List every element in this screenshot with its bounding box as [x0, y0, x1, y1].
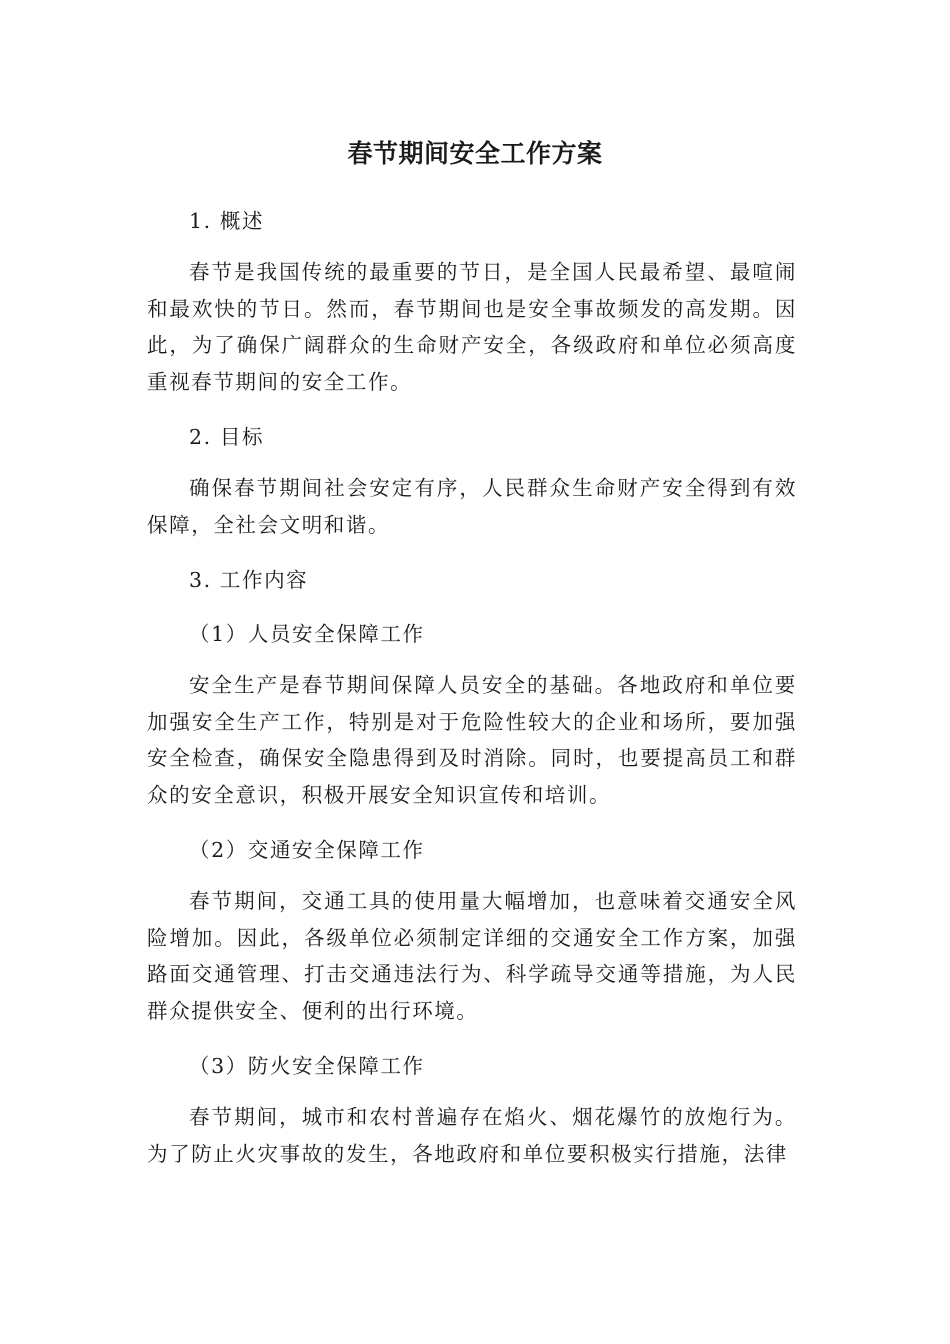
- subsection-heading-personnel: （1）人员安全保障工作: [189, 622, 425, 646]
- subsection-heading-fire: （3）防火安全保障工作: [189, 1054, 425, 1078]
- section-heading-overview: 1. 概述: [189, 209, 265, 233]
- paragraph-goal: 确保春节期间社会安定有序，人民群众生命财产安全得到有效保障，全社会文明和谐。: [147, 476, 797, 537]
- paragraph-fire: 春节期间，城市和农村普遍存在焰火、烟花爆竹的放炮行为。为了防止火灾事故的发生，各地政府和单位要积极实行措施，法律: [147, 1105, 797, 1166]
- paragraph-traffic: 春节期间，交通工具的使用量大幅增加，也意味着交通安全风险增加。因此，各级单位必须制定详细的交通安全工作方案，加强路面交通管理、打击交通违法行为、科学疏导交通等措施，为人民群众提供安全、便利的出行环境。: [147, 889, 797, 1023]
- document-body: [147, 200, 797, 1172]
- section-heading-goal: 2. 目标: [189, 425, 265, 449]
- paragraph-overview: 春节是我国传统的最重要的节日，是全国人民最希望、最喧闹和最欢快的节日。然而，春节期间也是安全事故频发的高发期。因此，为了确保广阔群众的生命财产安全，各级政府和单位必须高度重视春节期间的安全工作。: [147, 260, 797, 394]
- paragraph-personnel: 安全生产是春节期间保障人员安全的基础。各地政府和单位要加强安全生产工作，特别是对于危险性较大的企业和场所，要加强安全检查，确保安全隐患得到及时消除。同时，也要提高员工和群众的安全意识，积极开展安全知识宣传和培训。: [147, 673, 797, 807]
- section-heading-content: 3. 工作内容: [189, 568, 309, 592]
- subsection-heading-traffic: （2）交通安全保障工作: [189, 838, 425, 862]
- document-title: 春节期间安全工作方案: [347, 139, 603, 168]
